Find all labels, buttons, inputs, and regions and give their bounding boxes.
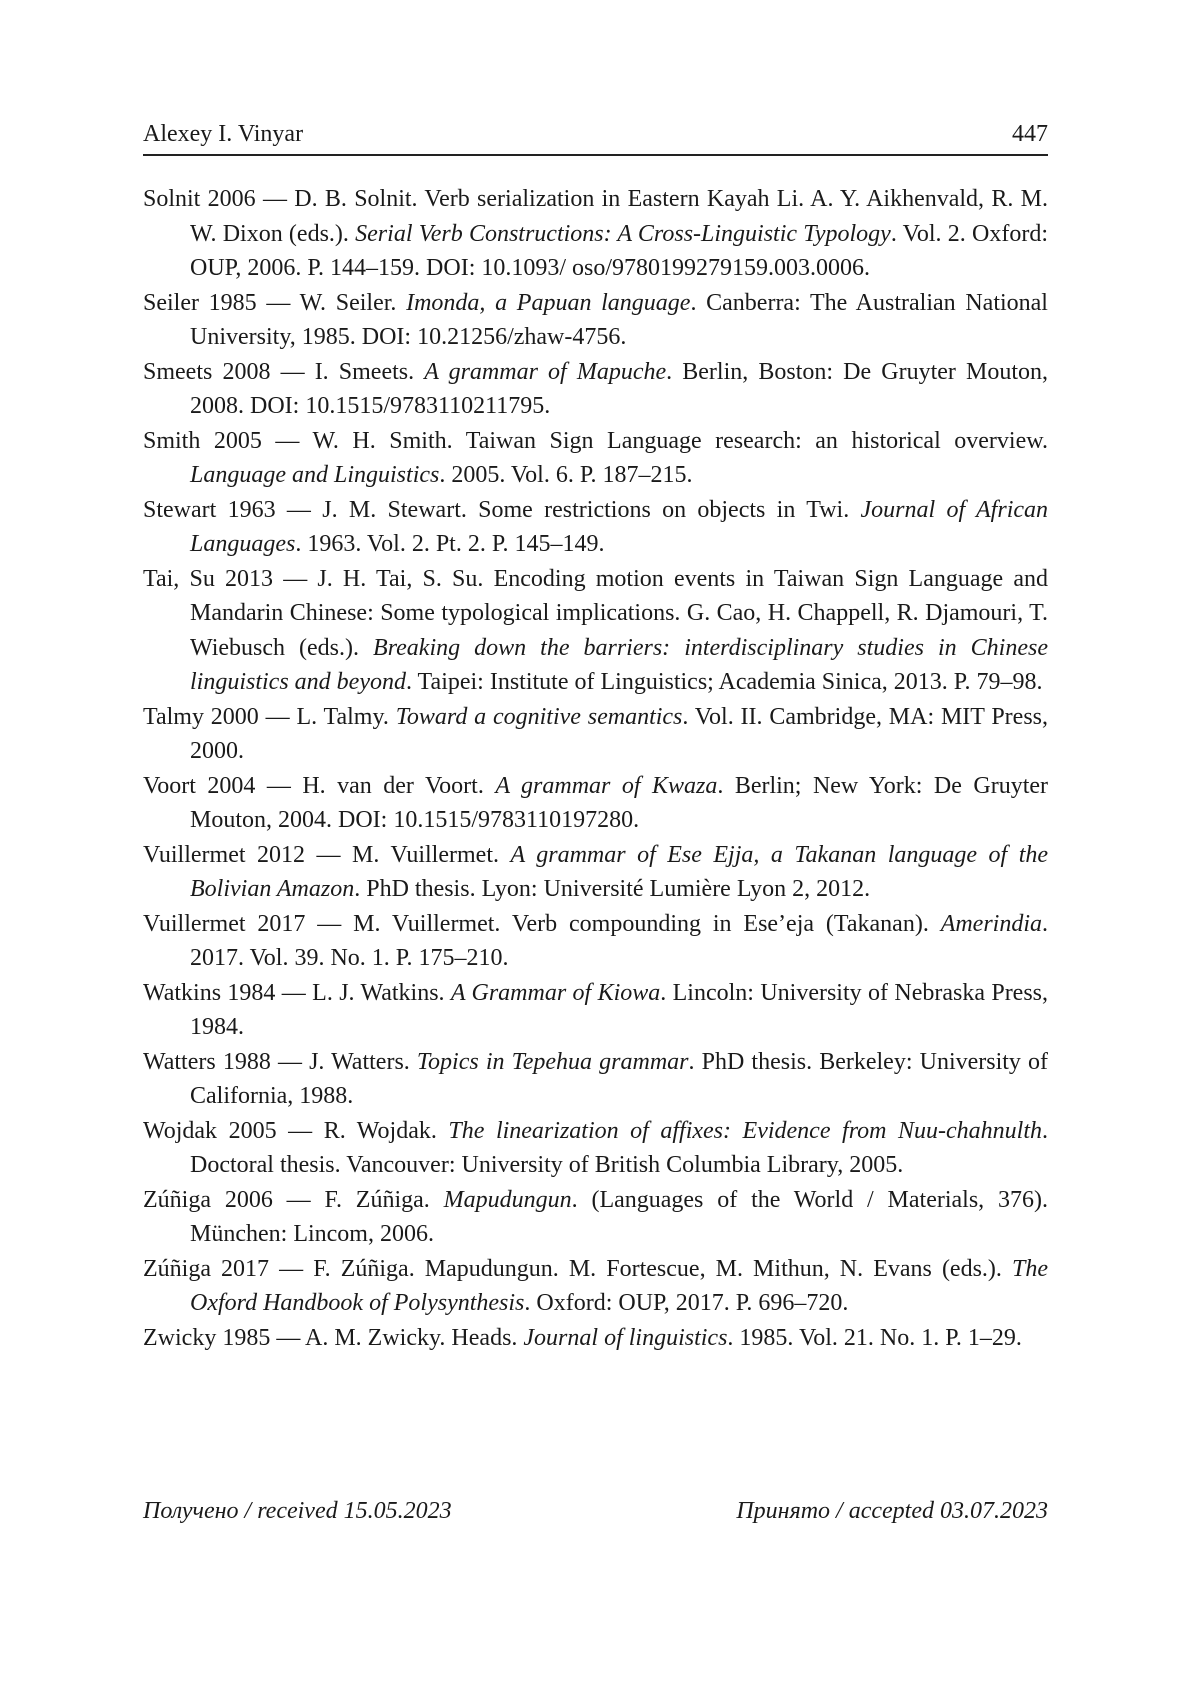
page-number: 447 (1012, 121, 1048, 147)
reference-key: Vuillermet 2017 (143, 910, 306, 937)
reference-key: Vuillermet 2012 (143, 841, 306, 868)
reference-text: . Lincoln: University of Nebraska Press, 1984. (190, 979, 1049, 1040)
reference-text: L. J. Watkins. (312, 979, 451, 1006)
reference-key: Seiler 1985 (143, 289, 257, 316)
reference-title: A grammar of Ese Ejja, a Takanan language of the Bolivian Amazon (190, 841, 1049, 902)
reference-text: H. van der Voort. (302, 772, 496, 799)
reference-text: J. H. Tai, S. Su. Encoding motion events in Taiwan Sign Language and Mandarin Chinese: Some typological implications. G. Cao, H. Chappell, R. Djamouri, T. Wiebusch (eds.). (190, 565, 1048, 661)
reference-key: Zwicky 1985 (143, 1324, 271, 1351)
reference-text: . (Languages of the World / Materials, 376). München: Lincom, 2006. (190, 1186, 1049, 1247)
reference-entry: Smeets 2008 — I. Smeets. A grammar of Mapuche. Berlin, Boston: De Gruyter Mouton, 2008. DOI: 10.1515/9783110211795. (143, 358, 1049, 419)
reference-text: . Berlin, Boston: De Gruyter Mouton, 2008. DOI: 10.1515/9783110211795. (190, 358, 1049, 419)
reference-key: Solnit 2006 (143, 186, 256, 212)
reference-entry: Seiler 1985 — W. Seiler. Imonda, a Papuan language. Canberra: The Australian National University, 1985. DOI: 10.21256/zhaw-4756. (143, 289, 1048, 350)
reference-title: A grammar of Kwaza (495, 772, 718, 799)
accepted-date: Принято / accepted 03.07.2023 (736, 1498, 1048, 1524)
reference-text: . PhD thesis. Berkeley: University of California, 1988. (190, 1048, 1049, 1109)
reference-title: Mapudungun (443, 1186, 572, 1213)
reference-key: Voort 2004 (143, 772, 256, 799)
reference-text: F. Zúñiga. Mapudungun. M. Fortescue, M. Mithun, N. Evans (eds.). (313, 1255, 1012, 1282)
reference-text: M. Vuillermet. (352, 841, 511, 868)
reference-entry: Watkins 1984 — L. J. Watkins. A Grammar of Kiowa. Lincoln: University of Nebraska Press, 1984. (143, 979, 1049, 1040)
reference-text: . Taipei: Institute of Linguistics; Academia Sinica, 2013. P. 79–98. (405, 669, 1043, 695)
reference-text: . Oxford: OUP, 2017. P. 696–720. (524, 1290, 849, 1316)
reference-title: Topics in Tepehua grammar (416, 1048, 689, 1075)
reference-text: J. Watters. (309, 1048, 417, 1075)
reference-key: Talmy 2000 (143, 703, 259, 730)
reference-entry: Vuillermet 2012 — M. Vuillermet. A grammar of Ese Ejja, a Takanan language of the Bolivian Amazon. PhD thesis. Lyon: Université Lumière Lyon 2, 2012. (143, 841, 1049, 902)
reference-entry: Voort 2004 — H. van der Voort. A grammar of Kwaza. Berlin; New York: De Gruyter Mouton, 2004. DOI: 10.1515/9783110197280. (143, 772, 1049, 833)
reference-title: Toward a cognitive semantics (395, 703, 683, 730)
reference-key: Watkins 1984 (143, 979, 276, 1006)
article-dates (143, 1496, 1048, 1526)
reference-title: The linearization of affixes: Evidence from Nuu-chahnulth (448, 1117, 1043, 1144)
reference-text: R. Wojdak. (323, 1117, 449, 1144)
reference-text: . Berlin; New York: De Gruyter Mouton, 2004. DOI: 10.1515/9783110197280. (190, 772, 1049, 833)
reference-entry: Stewart 1963 — J. M. Stewart. Some restrictions on objects in Twi. Journal of African Languages. 1963. Vol. 2. Pt. 2. P. 145–149. (143, 496, 1049, 557)
reference-key: Wojdak 2005 (143, 1117, 277, 1144)
reference-entry: Talmy 2000 — L. Talmy. Toward a cognitive semantics. Vol. II. Cambridge, MA: MIT Press, 2000. (143, 703, 1048, 764)
reference-entry: Tai, Su 2013 — J. H. Tai, S. Su. Encoding motion events in Taiwan Sign Language and Mandarin Chinese: Some typological implications. G. Cao, H. Chappell, R. Djamouri, T. Wiebusch (eds.). Breaking down the barriers: interdisciplinary studies in Chinese linguistics and beyond. Taipei: Institute of Linguistics; Academia Sinica, 2013. P. 79–98. (143, 565, 1048, 695)
reference-title: Journal of linguistics (523, 1324, 728, 1351)
reference-title: A Grammar of Kiowa (450, 979, 661, 1006)
reference-entry: Wojdak 2005 — R. Wojdak. The linearization of affixes: Evidence from Nuu-chahnulth. Doctoral thesis. Vancouver: University of British Columbia Library, 2005. (143, 1117, 1049, 1178)
reference-entry: Watters 1988 — J. Watters. Topics in Tepehua grammar. PhD thesis. Berkeley: University of California, 1988. (143, 1048, 1049, 1109)
reference-entry: Zúñiga 2006 — F. Zúñiga. Mapudungun. (Languages of the World / Materials, 376). München: Lincom, 2006. (143, 1186, 1049, 1247)
running-header (143, 119, 1048, 156)
reference-title: Imonda, a Papuan language (406, 289, 691, 316)
reference-text: . 1963. Vol. 2. Pt. 2. P. 145–149. (295, 531, 605, 557)
reference-entry: Vuillermet 2017 — M. Vuillermet. Verb compounding in Ese’eja (Takanan). Amerindia. 2017. Vol. 39. No. 1. P. 175–210. (143, 910, 1049, 971)
reference-key: Zúñiga 2006 (143, 1186, 273, 1213)
reference-title: A grammar of Mapuche (424, 358, 667, 385)
reference-title: Breaking down the barriers: interdisciplinary studies in Chinese linguistics and beyond (190, 634, 1048, 695)
reference-text: W. H. Smith. Taiwan Sign Language research: an historical overview. (312, 427, 1048, 454)
reference-text: M. Vuillermet. Verb compounding in Ese’eja (Takanan). (353, 910, 941, 937)
reference-title: Journal of African Languages (190, 496, 1049, 557)
reference-key: Smeets 2008 (143, 358, 271, 385)
reference-text: . Canberra: The Australian National University, 1985. DOI: 10.21256/zhaw-4756. (190, 289, 1048, 350)
reference-title: Serial Verb Constructions: A Cross-Linguistic Typology (355, 220, 891, 247)
reference-text: . 2017. Vol. 39. No. 1. P. 175–210. (190, 910, 1049, 971)
reference-text: . PhD thesis. Lyon: Université Lumière Lyon 2, 2012. (354, 876, 871, 902)
reference-text: L. Talmy. (296, 703, 396, 730)
reference-key: Stewart 1963 (143, 496, 276, 523)
reference-key: Zúñiga 2017 (143, 1255, 270, 1282)
reference-text: . Vol. II. Cambridge, MA: MIT Press, 2000. (190, 703, 1048, 764)
reference-key: Tai, Su 2013 (143, 565, 274, 592)
reference-text: . Vol. 2. Oxford: OUP, 2006. P. 144–159. DOI: 10.1093/ oso/9780199279159.003.0006. (190, 220, 1049, 281)
reference-text: W. Seiler. (299, 289, 407, 316)
page-body (143, 119, 1048, 1355)
reference-title: Amerindia (940, 910, 1043, 937)
reference-text: . 2005. Vol. 6. P. 187–215. (439, 462, 693, 488)
received-date: Получено / received 15.05.2023 (143, 1498, 452, 1524)
reference-text: F. Zúñiga. (324, 1186, 444, 1213)
reference-list (143, 182, 1048, 1355)
header-author: Alexey I. Vinyar (143, 121, 304, 147)
reference-text: I. Smeets. (314, 358, 425, 385)
reference-key: Smith 2005 (143, 427, 262, 454)
reference-entry: Smith 2005 — W. H. Smith. Taiwan Sign Language research: an historical overview. Language and Linguistics. 2005. Vol. 6. P. 187–215. (143, 427, 1048, 488)
reference-text: A. M. Zwicky. Heads. (305, 1324, 524, 1351)
reference-title: Language and Linguistics (190, 462, 440, 488)
reference-text: . Doctoral thesis. Vancouver: University of British Columbia Library, 2005. (190, 1117, 1049, 1178)
reference-entry: Solnit 2006 — D. B. Solnit. Verb serialization in Eastern Kayah Li. A. Y. Aikhenvald, R. M. W. Dixon (eds.). Serial Verb Constructions: A Cross-Linguistic Typology. Vol. 2. Oxford: OUP, 2006. P. 144–159. DOI: 10.1093/ oso/9780199279159.003.0006. (143, 186, 1049, 281)
reference-entry: Zwicky 1985 — A. M. Zwicky. Heads. Journal of linguistics. 1985. Vol. 21. No. 1. P. 1–29. (143, 1324, 1022, 1351)
reference-text: D. B. Solnit. Verb serialization in Eastern Kayah Li. A. Y. Aikhenvald, R. M. W. Dixon (eds.). (190, 186, 1048, 247)
reference-text: J. M. Stewart. Some restrictions on objects in Twi. (322, 496, 861, 523)
reference-text: . 1985. Vol. 21. No. 1. P. 1–29. (727, 1324, 1022, 1351)
reference-key: Watters 1988 (143, 1048, 271, 1075)
reference-entry: Zúñiga 2017 — F. Zúñiga. Mapudungun. M. Fortescue, M. Mithun, N. Evans (eds.). The Oxford Handbook of Polysynthesis. Oxford: OUP, 2017. P. 696–720. (143, 1255, 1048, 1316)
reference-title: The Oxford Handbook of Polysynthesis (190, 1255, 1048, 1316)
